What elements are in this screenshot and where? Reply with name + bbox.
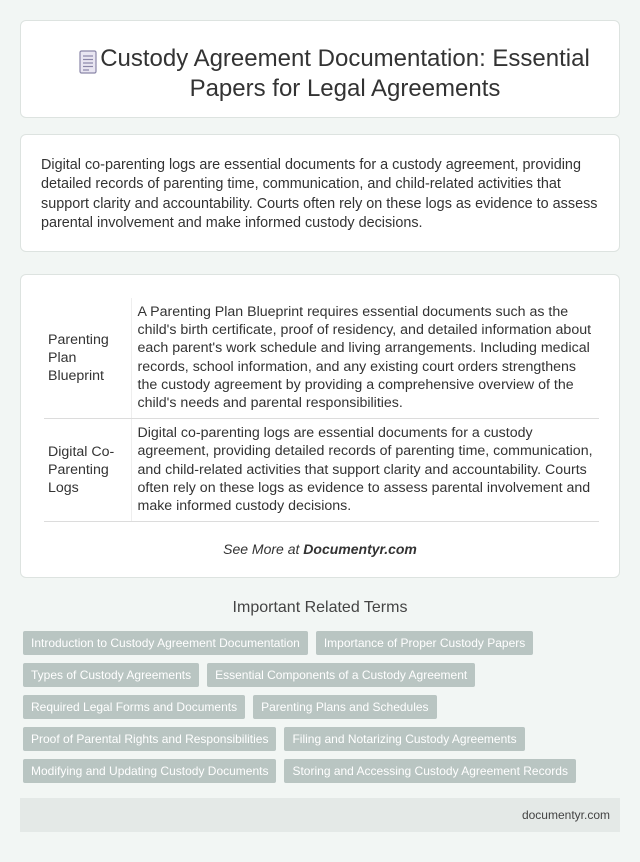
- footer-site-link[interactable]: documentyr.com: [521, 808, 610, 822]
- related-term-tag[interactable]: Proof of Parental Rights and Responsibilities: [23, 727, 276, 751]
- page-title: Custody Agreement Documentation: Essential Papers for Legal Agreements: [100, 45, 590, 102]
- related-term-tag[interactable]: Filing and Notarizing Custody Agreements: [284, 727, 524, 751]
- documents-card: [20, 274, 620, 578]
- row-term: Parenting Plan Blueprint: [44, 298, 131, 419]
- footer: [20, 798, 620, 832]
- related-term-tag[interactable]: Parenting Plans and Schedules: [253, 695, 436, 719]
- related-term-tag[interactable]: Introduction to Custody Agreement Documentation: [23, 631, 308, 655]
- table-row: [44, 298, 599, 419]
- related-terms-title: Important Related Terms: [232, 599, 408, 616]
- related-terms-list: [23, 631, 623, 783]
- row-description: A Parenting Plan Blueprint requires essential documents such as the child's birth certificate, proof of residency, and detailed information about each parent's work schedule and living arrangements. Including medical records, school information, and any existing court orders strengthens the custody agreement by providing a comprehensive overview of the child's needs and parental responsibilities.: [131, 298, 599, 419]
- intro-text: Digital co-parenting logs are essential documents for a custody agreement, providing detailed records of parenting time, communication, and child-related activities that support clarity and accountability. Courts often rely on these logs as evidence to assess parental involvement and make informed custody decisions.: [41, 157, 598, 232]
- header-card: [20, 20, 620, 118]
- row-term: Digital Co-Parenting Logs: [44, 419, 131, 522]
- see-more-prefix: See More at: [223, 541, 304, 557]
- see-more-link[interactable]: Documentyr.com: [303, 541, 417, 557]
- related-term-tag[interactable]: Essential Components of a Custody Agreement: [207, 663, 475, 687]
- table-row: [44, 419, 599, 522]
- row-description: Digital co-parenting logs are essential documents for a custody agreement, providing detailed records of parenting time, communication, and child-related activities that support clarity and accountability. Courts often rely on these logs as evidence to assess parental involvement and make informed custody decisions.: [131, 419, 599, 522]
- documents-table: [44, 298, 599, 522]
- intro-card: [20, 134, 620, 252]
- related-term-tag[interactable]: Required Legal Forms and Documents: [23, 695, 245, 719]
- related-term-tag[interactable]: Modifying and Updating Custody Documents: [23, 759, 276, 783]
- see-more: [21, 541, 619, 557]
- related-term-tag[interactable]: Storing and Accessing Custody Agreement Records: [284, 759, 575, 783]
- related-term-tag[interactable]: Types of Custody Agreements: [23, 663, 199, 687]
- related-term-tag[interactable]: Importance of Proper Custody Papers: [316, 631, 533, 655]
